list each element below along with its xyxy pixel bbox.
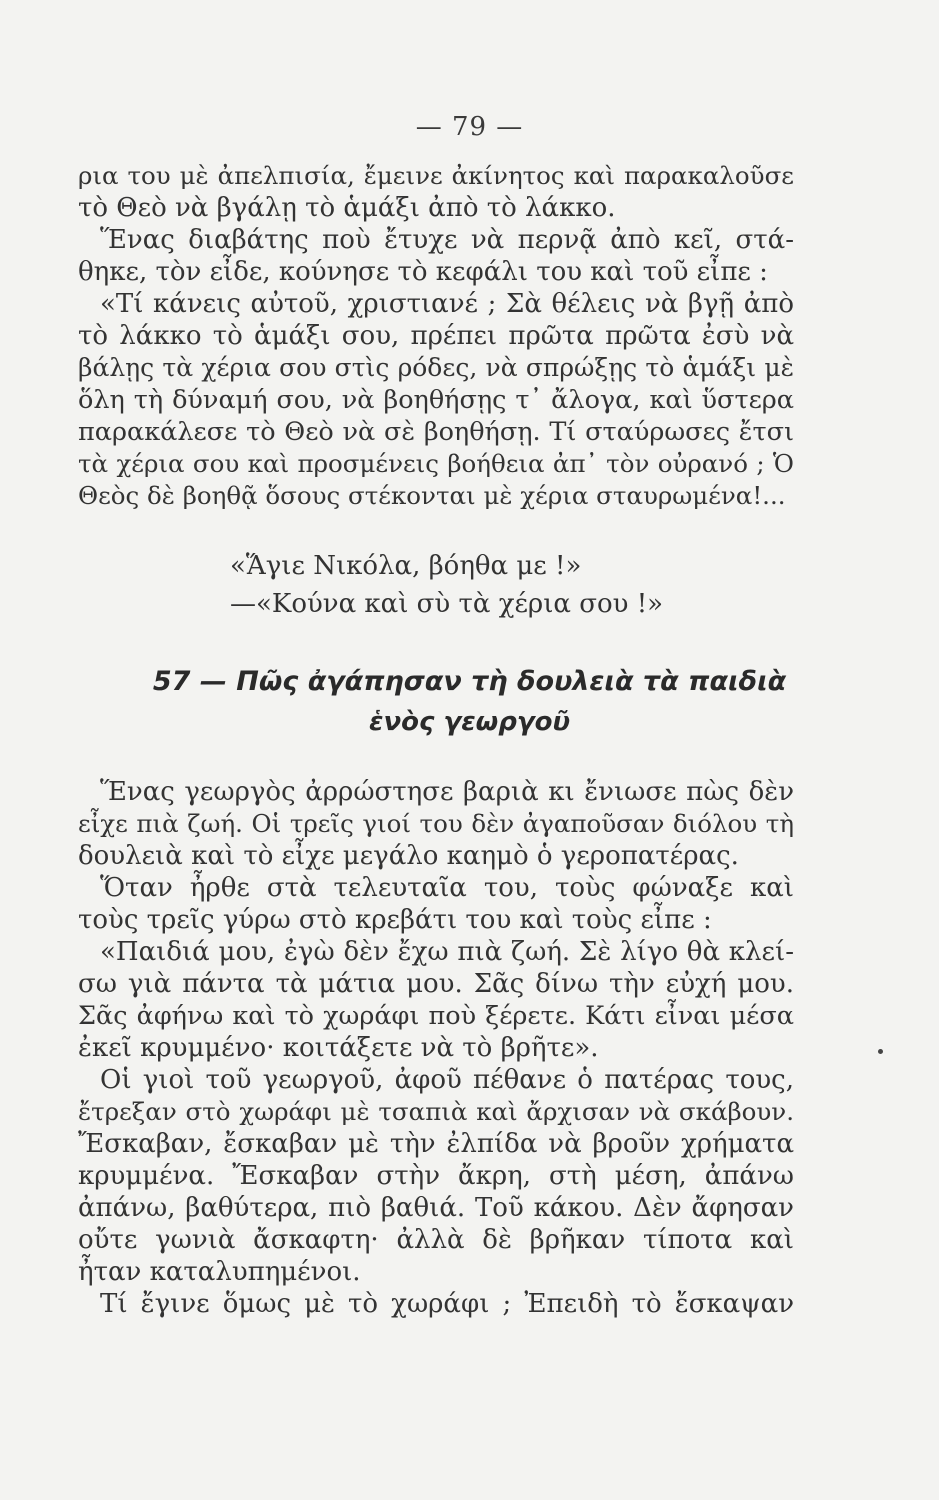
- text-line: «Τί κάνεις αὐτοῦ, χριστιανέ ; Σὰ θέλεις νὰ βγῇ ἀπὸ: [100, 289, 794, 319]
- text-line: Ἔσκαβαν, ἔσκαβαν μὲ τὴν ἐλπίδα νὰ βροῦν χρήματα: [78, 1129, 794, 1159]
- text-line: ὅλη τὴ δύναμή σου, νὰ βοηθήσῃς τ᾿ ἄλογα, καὶ ὕστερα: [78, 385, 794, 415]
- dialogue-block: [78, 550, 794, 620]
- page-number: — 79 —: [415, 112, 524, 142]
- text-line: Ἕνας γεωργὸς ἀρρώστησε βαριὰ κι ἔνιωσε πὼς δὲν: [100, 777, 794, 807]
- text-line: Οἱ γιοὶ τοῦ γεωργοῦ, ἀφοῦ πέθανε ὁ πατέρας τους,: [100, 1065, 794, 1095]
- text-line: Τί ἔγινε ὅμως μὲ τὸ χωράφι ; Ἐπειδὴ τὸ ἔσκαψαν: [100, 1289, 794, 1319]
- text-line: Ἕνας διαβάτης ποὺ ἔτυχε νὰ περνᾷ ἀπὸ κεῖ, στά-: [100, 225, 794, 255]
- text-line: ἔτρεξαν στὸ χωράφι μὲ τσαπιὰ καὶ ἄρχισαν νὰ σκάβουν.: [78, 1097, 794, 1126]
- text-line: Ὅταν ἦρθε στὰ τελευταῖα του, τοὺς φώναξε καὶ: [100, 873, 794, 903]
- text-line: παρακάλεσε τὸ Θεὸ νὰ σὲ βοηθήσῃ. Τί σταύρωσες ἔτσι: [78, 417, 794, 447]
- text-line: ἐκεῖ κρυμμένο· κοιτάξετε νὰ τὸ βρῆτε».: [78, 1033, 599, 1063]
- text-line: θηκε, τὸν εἶδε, κούνησε τὸ κεφάλι του καὶ τοῦ εἶπε :: [78, 257, 768, 287]
- paragraph-block-2: [78, 776, 794, 1320]
- text-line: δουλειὰ καὶ τὸ εἶχε μεγάλο καημὸ ὁ γεροπατέρας.: [78, 841, 739, 871]
- text-line: τοὺς τρεῖς γύρω στὸ κρεβάτι του καὶ τοὺς εἶπε :: [78, 905, 712, 935]
- text-line: τὸ Θεὸ νὰ βγάλῃ τὸ ἁμάξι ἀπὸ τὸ λάκκο.: [78, 193, 616, 223]
- text-line: «Παιδιά μου, ἐγὼ δὲν ἔχω πιὰ ζωή. Σὲ λίγο θὰ κλεί-: [100, 937, 794, 967]
- ink-dot: [878, 1049, 883, 1054]
- paragraph-block-1: [78, 160, 794, 512]
- text-line: οὔτε γωνιὰ ἄσκαφτη· ἀλλὰ δὲ βρῆκαν τίποτα καὶ: [78, 1225, 794, 1255]
- heading-line: ἑνὸς γεωργοῦ: [368, 707, 571, 737]
- text-line: Θεὸς δὲ βοηθᾷ ὅσους στέκονται μὲ χέρια σταυρωμένα!...: [78, 481, 786, 510]
- text-line: τὸ λάκκο τὸ ἁμάξι σου, πρέπει πρῶτα πρῶτα ἐσὺ νὰ: [78, 321, 794, 351]
- text-line: κρυμμένα. Ἔσκαβαν στὴν ἄκρη, στὴ μέση, ἀπάνω: [78, 1161, 794, 1191]
- text-line: ἦταν καταλυπημένοι.: [78, 1257, 361, 1287]
- quote-line: —«Κούνα καὶ σὺ τὰ χέρια σου !»: [230, 589, 664, 619]
- quote-line: «Ἅγιε Νικόλα, βόηθα με !»: [230, 551, 582, 581]
- text-line: εἶχε πιὰ ζωή. Οἱ τρεῖς γιοί του δὲν ἀγαποῦσαν διόλου τὴ: [78, 809, 794, 838]
- text-line: Σᾶς ἀφήνω καὶ τὸ χωράφι ποὺ ξέρετε. Κάτι εἶναι μέσα: [78, 1001, 794, 1031]
- section-heading: [0, 662, 939, 742]
- text-line: τὰ χέρια σου καὶ προσμένεις βοήθεια ἀπ᾿ τὸν οὐρανό ; Ὁ: [78, 449, 794, 478]
- text-line: ρια του μὲ ἀπελπισία, ἔμεινε ἀκίνητος καὶ παρακαλοῦσε: [78, 161, 794, 190]
- text-line: βάλῃς τὰ χέρια σου στὶς ρόδες, νὰ σπρώξῃς τὸ ἁμάξι μὲ: [78, 353, 794, 382]
- text-line: ἀπάνω, βαθύτερα, πιὸ βαθιά. Τοῦ κάκου. Δὲν ἄφησαν: [78, 1193, 794, 1223]
- text-line: σω γιὰ πάντα τὰ μάτια μου. Σᾶς δίνω τὴν εὐχή μου.: [78, 969, 794, 999]
- heading-line: 57 — Πῶς ἀγάπησαν τὴ δουλειὰ τὰ παιδιὰ: [152, 666, 787, 697]
